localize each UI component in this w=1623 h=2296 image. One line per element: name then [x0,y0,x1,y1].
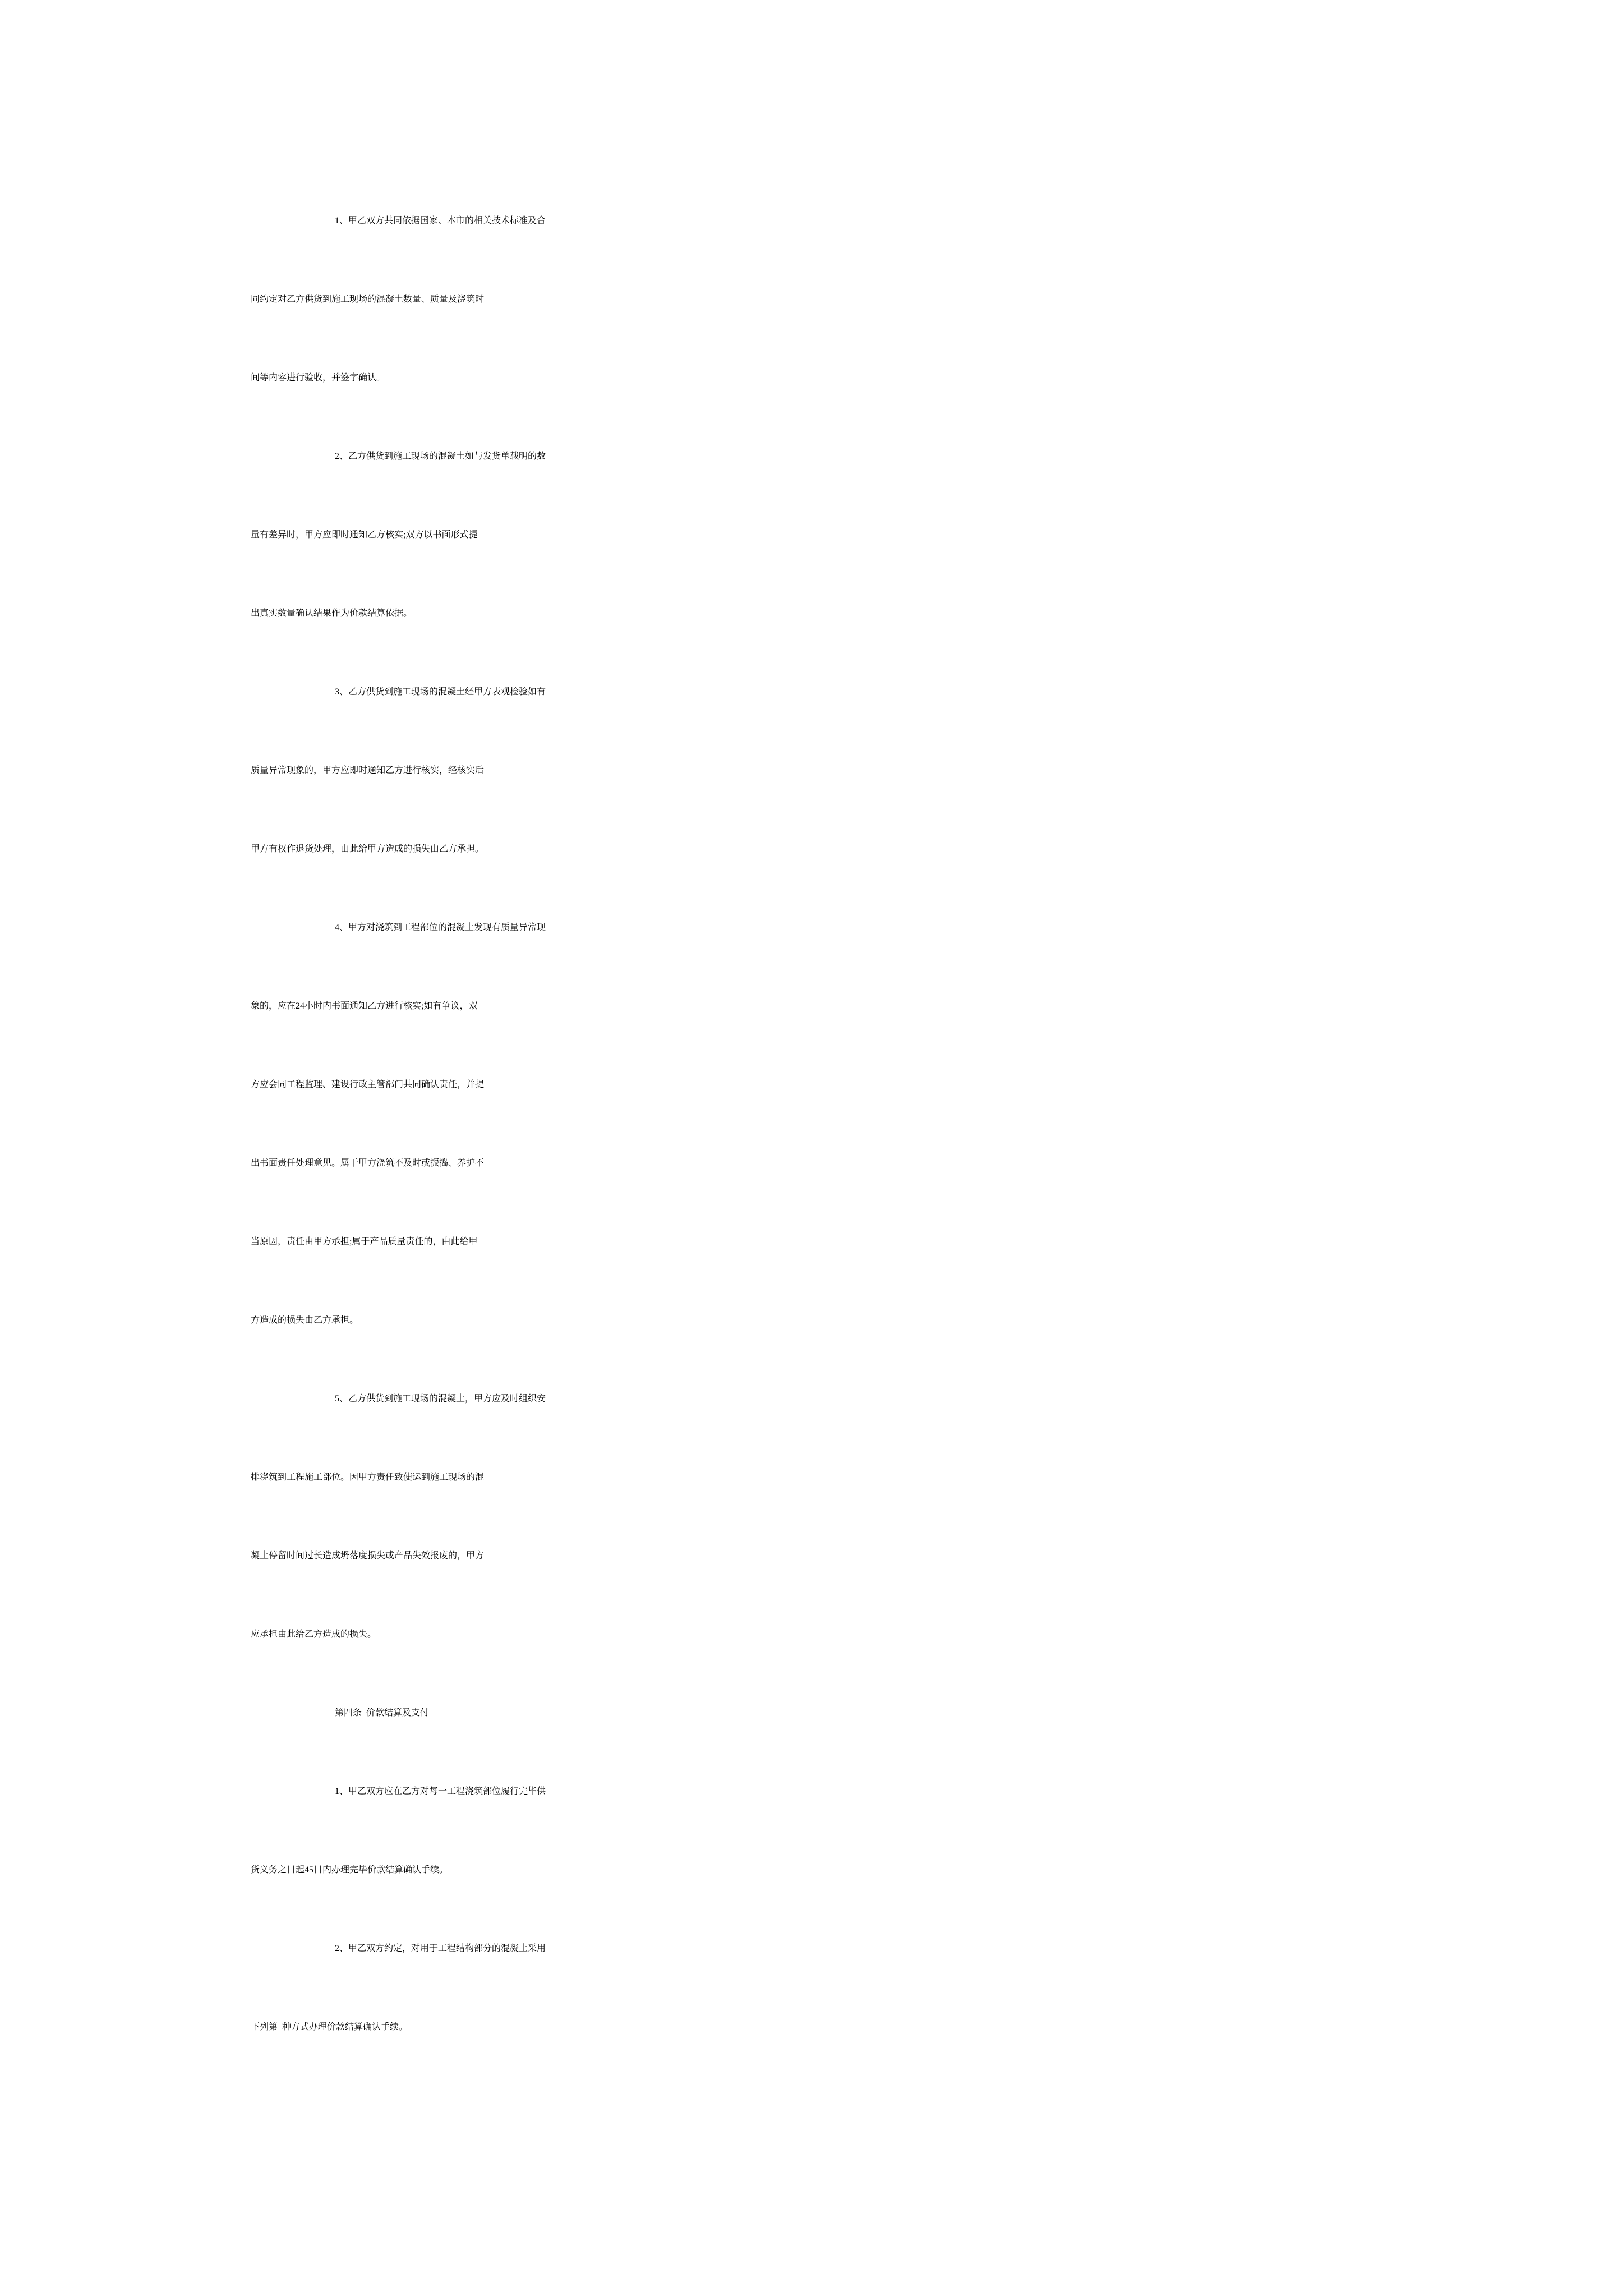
section-heading-article-4 [251,1705,1389,1784]
text-line: 间等内容进行验收，并签字确认。 [251,373,386,383]
paragraph-clause-3-3 [251,684,1389,920]
text-line: 方应会同工程监理、建设行政主管部门共同确认责任，并提 [251,1080,485,1089]
text-line: 质量异常现象的，甲方应即时通知乙方进行核实，经核实后 [251,766,485,775]
text-line: 1、甲乙双方共同依据国家、本市的相关技术标准及合 [335,216,546,226]
text-line: 象的，应在24小时内书面通知乙方进行核实;如有争议，双 [251,1001,478,1011]
text-line: 货义务之日起45日内办理完毕价款结算确认手续。 [251,1865,449,1875]
text-line: 3、乙方供货到施工现场的混凝土经甲方表观检验如有 [335,687,546,697]
paragraph-clause-3-4 [251,920,1389,1391]
text-line: 出书面责任处理意见。属于甲方浇筑不及时或振捣、养护不 [251,1158,485,1168]
text-line: 1、甲乙双方应在乙方对每一工程浇筑部位履行完毕供 [335,1787,546,1796]
text-line: 甲方有权作退货处理，由此给甲方造成的损失由乙方承担。 [251,844,485,854]
section-heading: 第四条 价款结算及支付 [335,1708,430,1718]
paragraph-clause-3-1 [251,213,1389,449]
paragraph-clause-3-2 [251,449,1389,684]
paragraph-clause-4-2 [251,1941,1389,2098]
text-line: 同约定对乙方供货到施工现场的混凝土数量、质量及浇筑时 [251,295,485,304]
text-line: 5、乙方供货到施工现场的混凝土，甲方应及时组织安 [335,1394,546,1404]
text-line: 4、甲方对浇筑到工程部位的混凝土发现有质量异常现 [335,923,546,932]
text-line: 下列第 种方式办理价款结算确认手续。 [251,2022,408,2032]
text-line: 凝土停留时间过长造成坍落度损失或产品失效报废的，甲方 [251,1551,485,1561]
paragraph-clause-3-5 [251,1391,1389,1705]
text-line: 应承担由此给乙方造成的损失。 [251,1630,377,1639]
text-line: 出真实数量确认结果作为价款结算依据。 [251,609,413,618]
text-line: 当原因，责任由甲方承担;属于产品质量责任的，由此给甲 [251,1237,478,1246]
text-line: 量有差异时，甲方应即时通知乙方核实;双方以书面形式提 [251,530,478,540]
text-line: 2、甲乙双方约定，对用于工程结构部分的混凝土采用 [335,1944,546,1953]
document-body [251,213,1389,2098]
text-line: 方造成的损失由乙方承担。 [251,1315,359,1325]
text-line: 排浇筑到工程施工部位。因甲方责任致使运到施工现场的混 [251,1473,485,1482]
paragraph-clause-4-1 [251,1784,1389,1941]
text-line: 2、乙方供货到施工现场的混凝土如与发货单载明的数 [335,452,546,461]
